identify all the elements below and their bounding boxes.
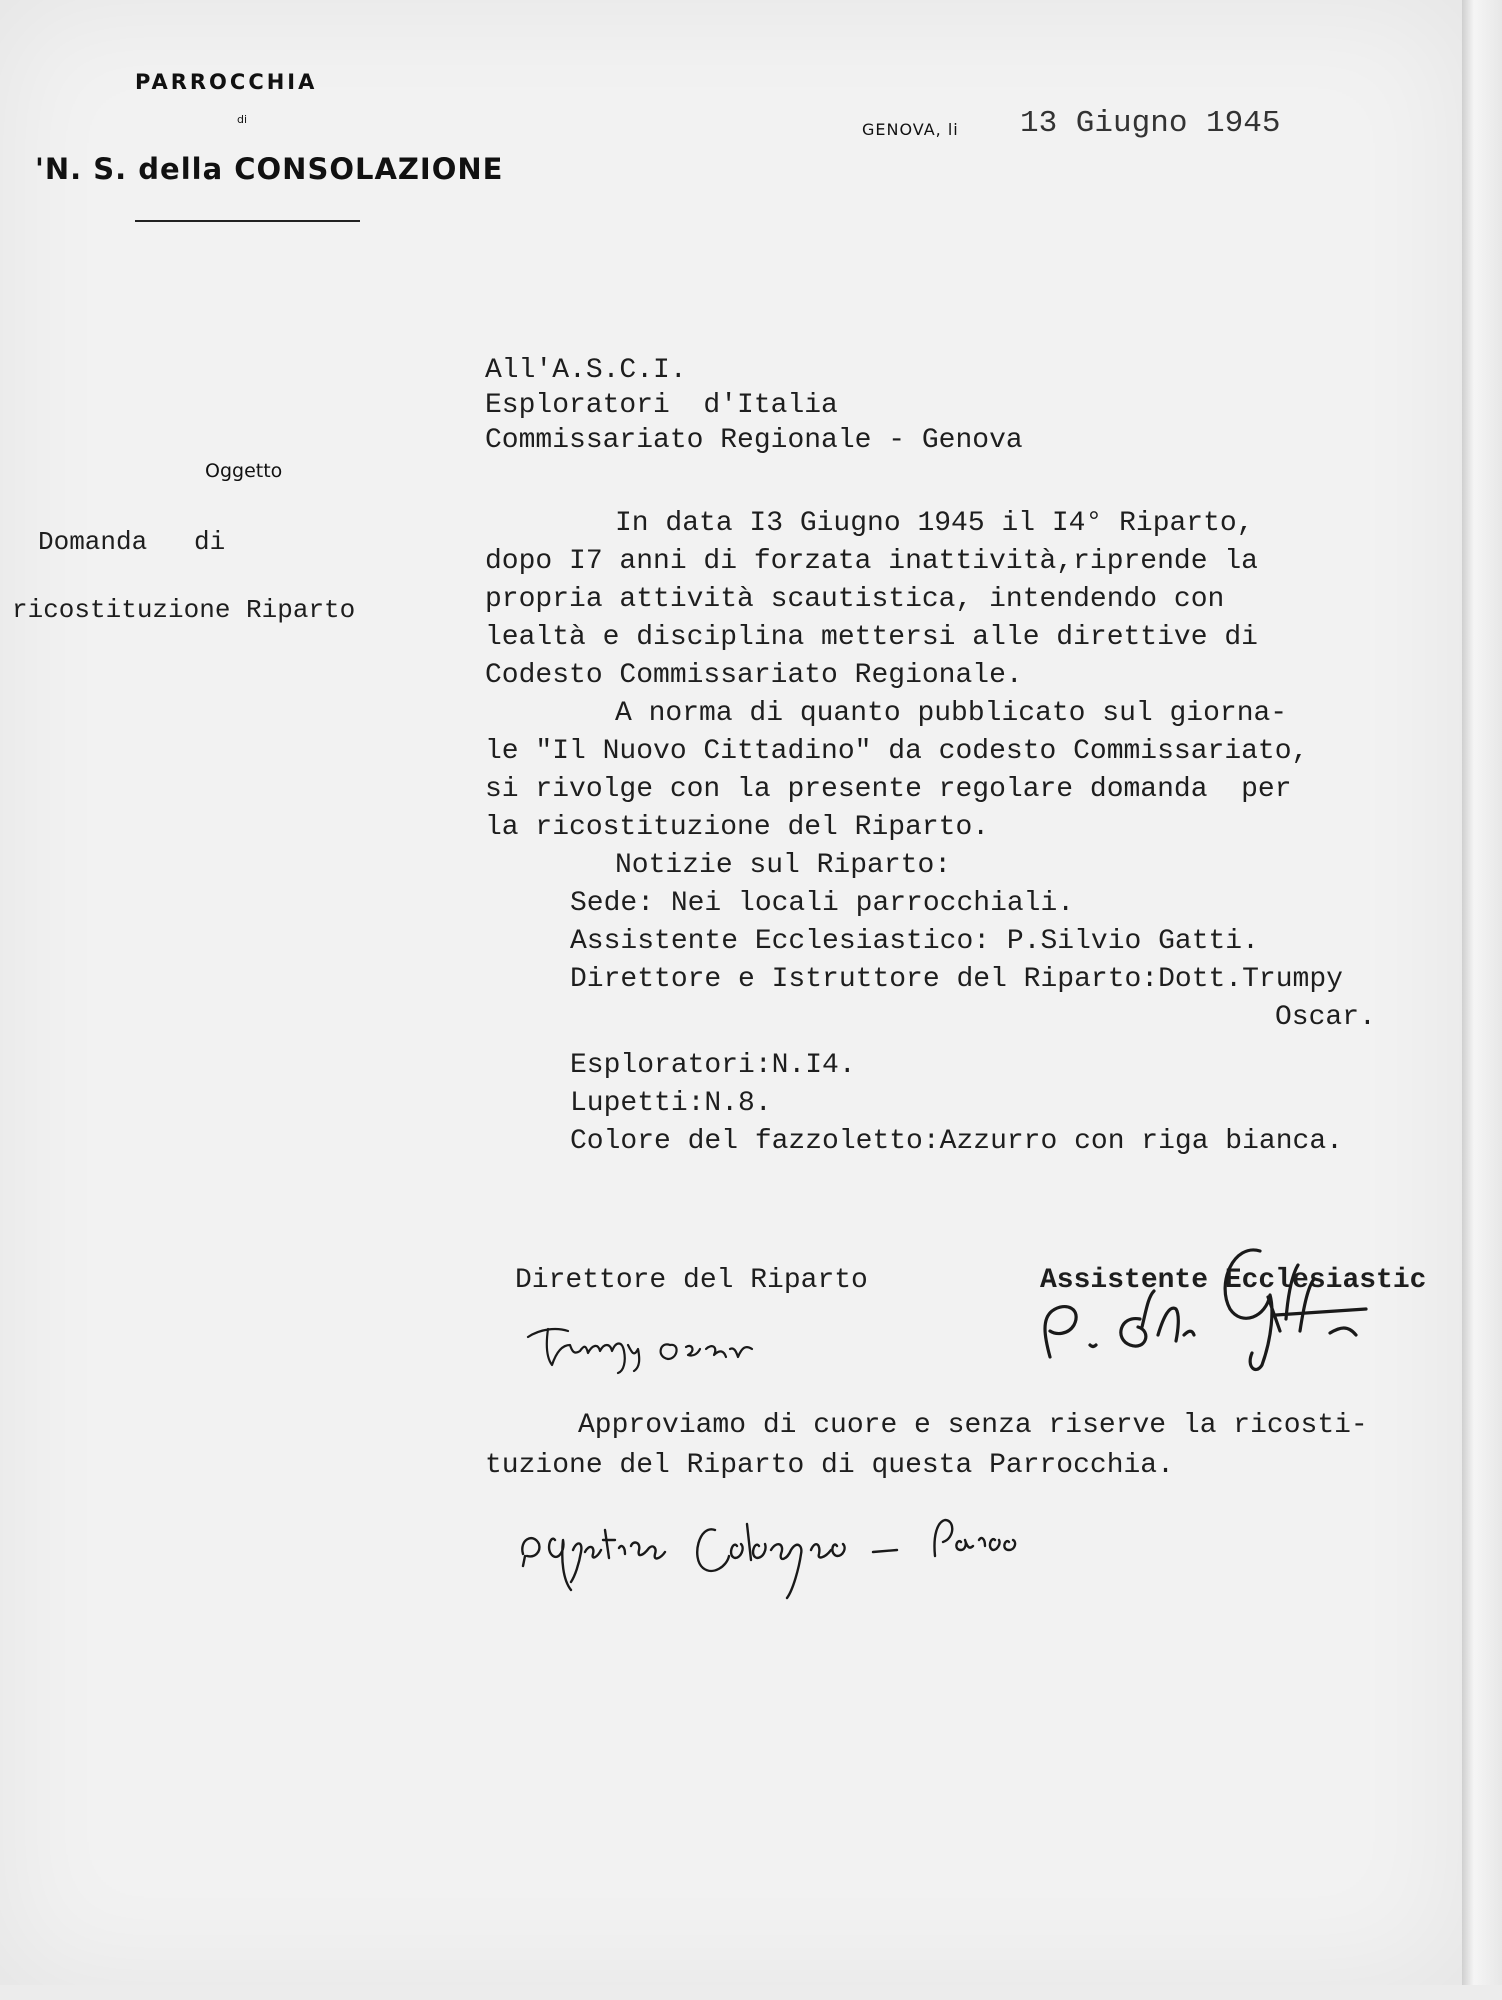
page-edge xyxy=(1462,0,1502,2000)
body-line: Direttore e Istruttore del Riparto:Dott.Trumpy xyxy=(570,964,1343,995)
body-line: si rivolge con la presente regolare domanda per xyxy=(485,774,1292,805)
letterhead-rule xyxy=(135,220,360,222)
parish-label: PARROCCHIA xyxy=(135,70,318,94)
director-title: Direttore del Riparto xyxy=(515,1265,868,1296)
body-line: la ricostituzione del Riparto. xyxy=(485,812,990,843)
subject-line-2: ricostituzione Riparto xyxy=(12,595,356,625)
approval-line-2: tuzione del Riparto di questa Parrocchia. xyxy=(485,1450,1174,1481)
body-line: Lupetti:N.8. xyxy=(570,1088,772,1119)
subject-label: Oggetto xyxy=(205,460,283,482)
approval-line-1: Approviamo di cuore e senza riserve la ricosti- xyxy=(578,1410,1368,1441)
body-line: Assistente Ecclesiastico: P.Silvio Gatti. xyxy=(570,926,1259,957)
body-line: le "Il Nuovo Cittadino" da codesto Commissariato, xyxy=(485,736,1309,767)
recipient-line-3: Commissariato Regionale - Genova xyxy=(485,425,1023,456)
chaplain-title: Assistente Ecclesiastic xyxy=(1040,1265,1427,1296)
body-line: Notizie sul Riparto: xyxy=(615,850,952,881)
dateline-city: GENOVA, li xyxy=(862,120,959,139)
body-line: In data I3 Giugno 1945 il I4° Riparto, xyxy=(615,508,1254,539)
recipient-line-1: All'A.S.C.I. xyxy=(485,355,687,386)
body-line: dopo I7 anni di forzata inattività,riprende la xyxy=(485,546,1258,577)
page-bottom-margin xyxy=(0,1985,1502,2000)
body-line: Colore del fazzoletto:Azzurro con riga bianca. xyxy=(570,1126,1343,1157)
parish-di: di xyxy=(237,113,248,126)
body-line: Codesto Commissariato Regionale. xyxy=(485,660,1023,691)
body-line: lealtà e disciplina mettersi alle direttive di xyxy=(485,622,1258,653)
parish-priest-signature xyxy=(515,1510,1075,1620)
body-line: A norma di quanto pubblicato sul giorna- xyxy=(615,698,1288,729)
dateline-date: 13 Giugno 1945 xyxy=(1020,106,1281,141)
body-line: Esploratori:N.I4. xyxy=(570,1050,856,1081)
chaplain-signature xyxy=(1030,1235,1375,1375)
director-signature xyxy=(520,1305,760,1375)
body-line: propria attività scautistica, intendendo con xyxy=(485,584,1225,615)
body-line: Sede: Nei locali parrocchiali. xyxy=(570,888,1075,919)
recipient-line-2: Esploratori d'Italia xyxy=(485,390,838,421)
parish-name: 'N. S. della CONSOLAZIONE xyxy=(35,152,504,186)
body-line: Oscar. xyxy=(1275,1002,1376,1033)
subject-line-1: Domanda di xyxy=(38,527,226,557)
